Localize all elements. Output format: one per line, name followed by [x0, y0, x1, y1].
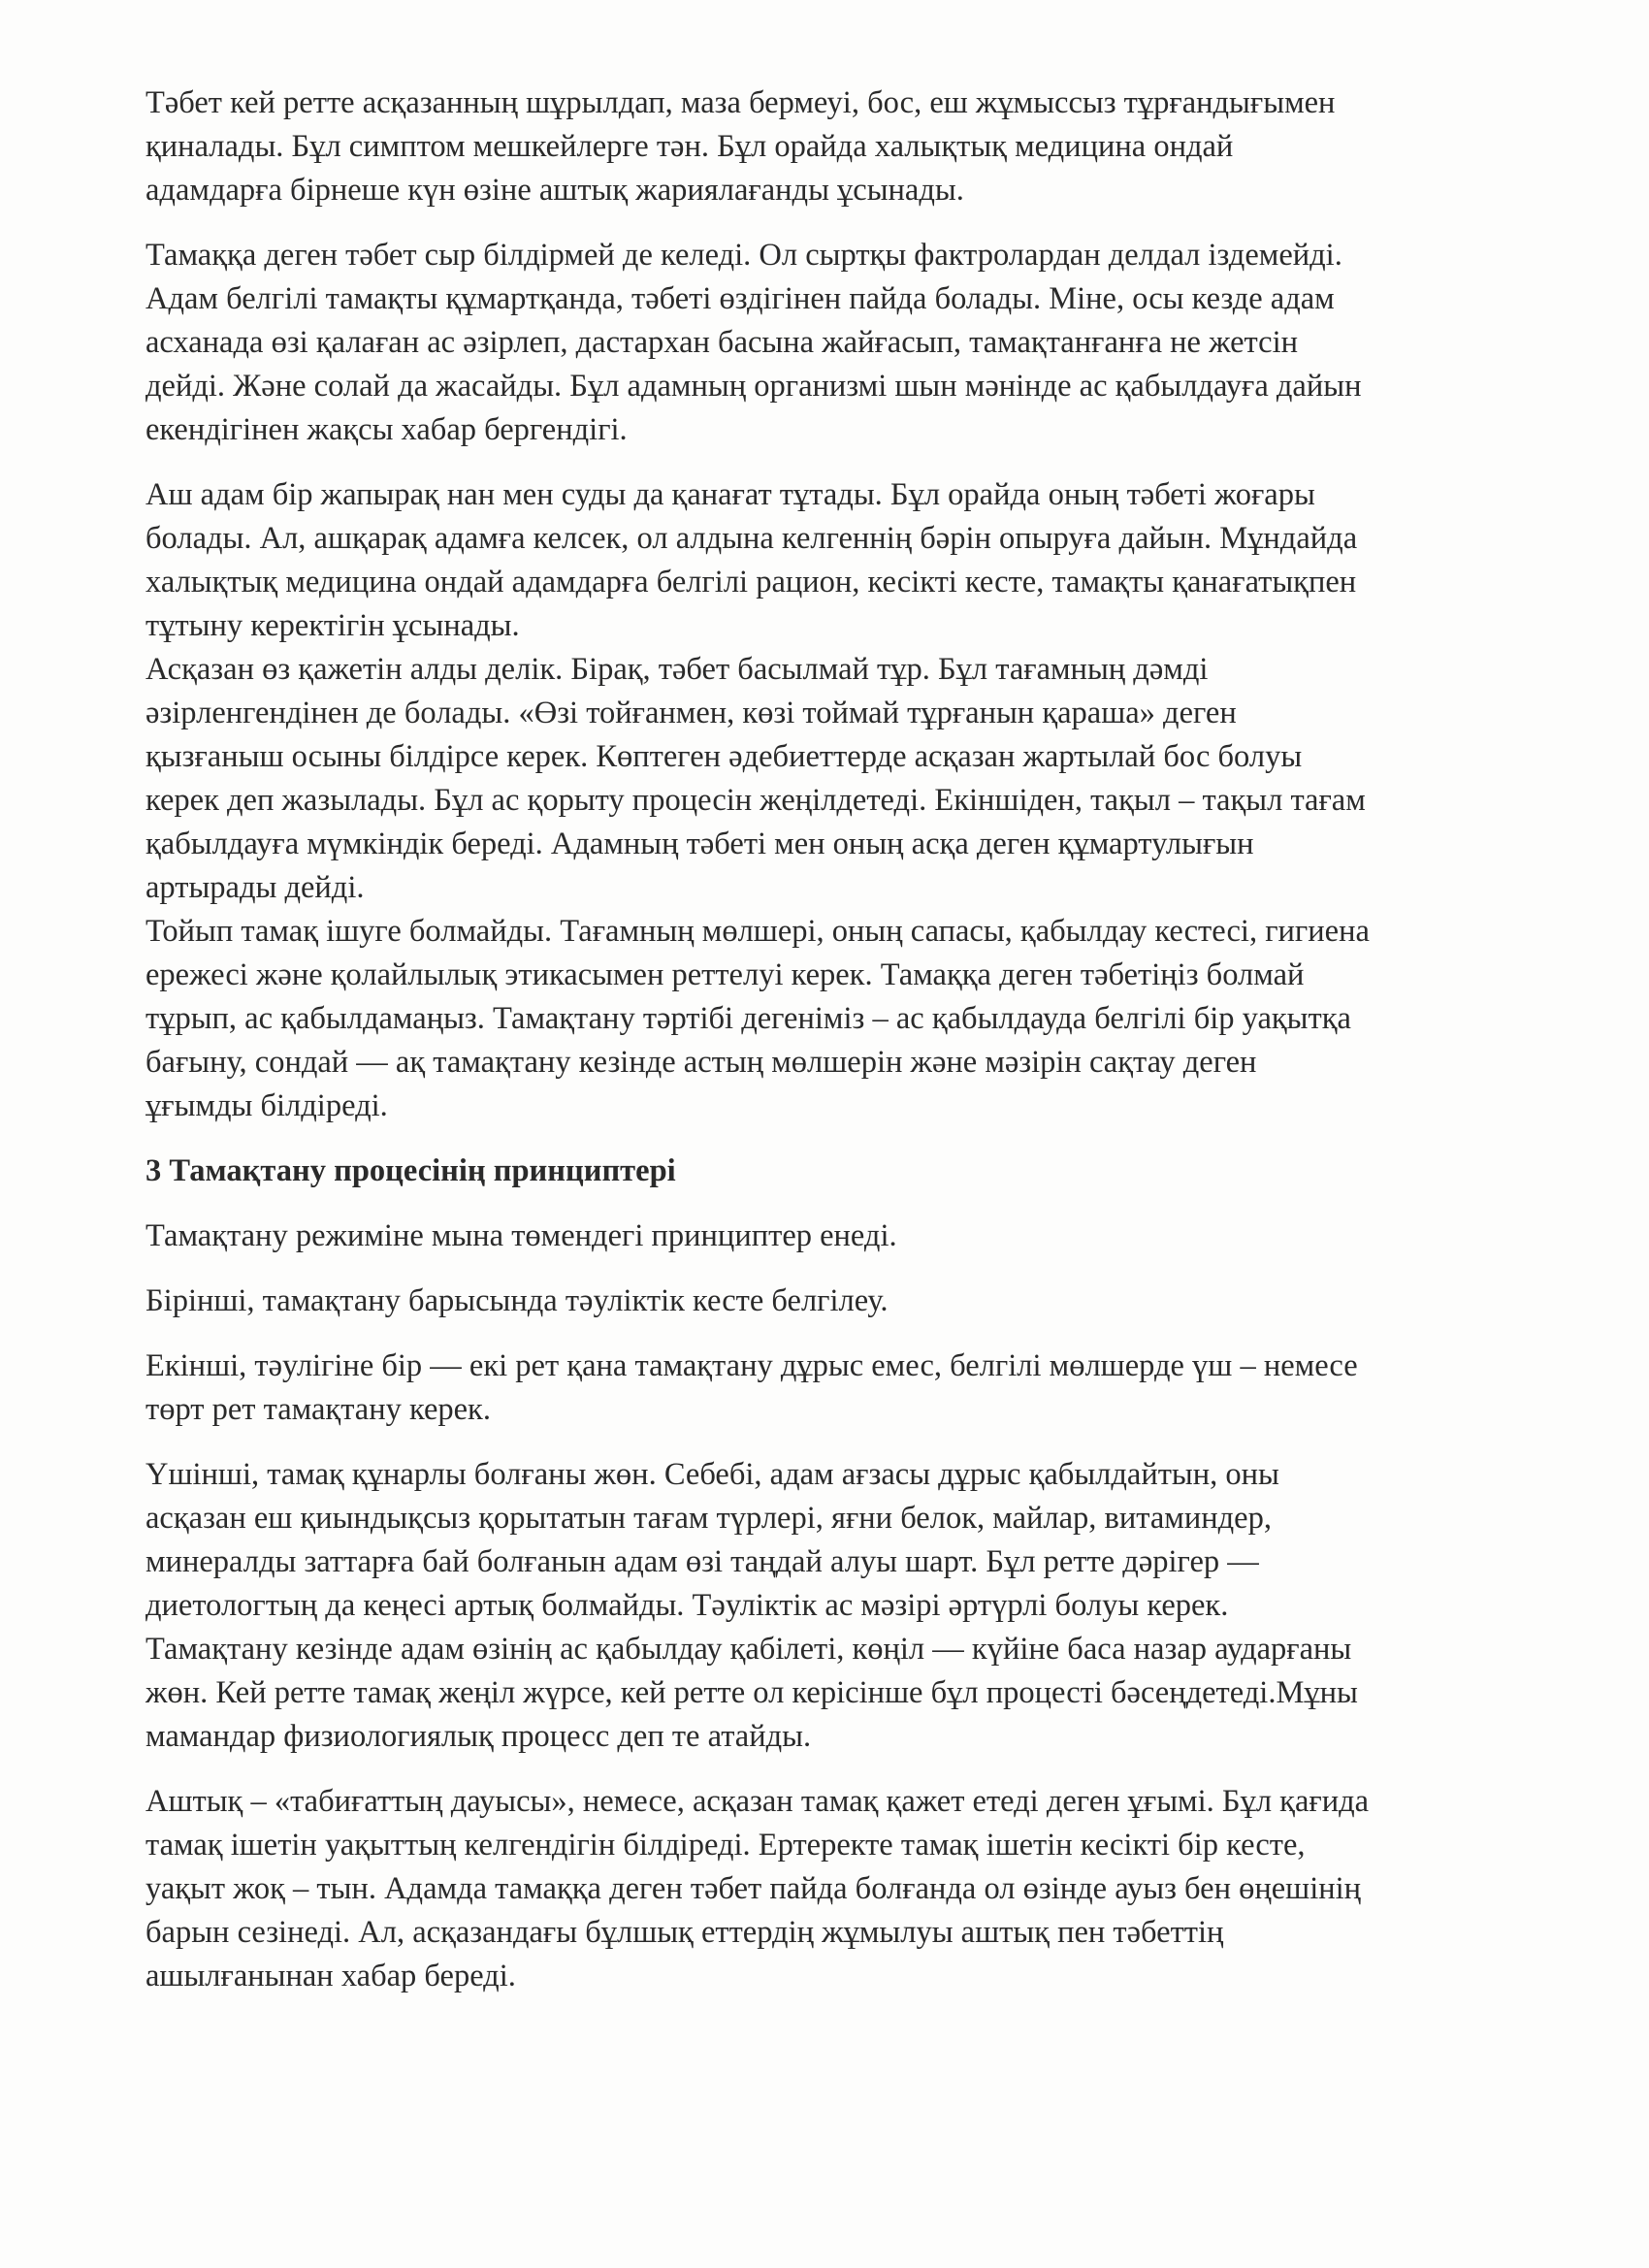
text-line: Тамақтану кезінде адам өзінің ас қабылдау қабілеті, көңіл — күйіне баса назар аударғаны: [146, 1632, 1352, 1667]
text-line: Екінші, тәулігіне бір — екі рет қана тамақтану дұрыс емес, белгілі мөлшерде үш – немесе: [146, 1348, 1358, 1383]
text-line: екендігінен жақсы хабар бергендігі.: [146, 412, 628, 447]
text-line: адамдарға бірнеше күн өзіне аштық жариялағанды ұсынады.: [146, 173, 964, 208]
text-line: төрт рет тамақтану керек.: [146, 1392, 491, 1427]
text-line: асқазан еш қиындықсыз қорытатын тағам түрлері, яғни белок, майлар, витаминдер,: [146, 1501, 1272, 1536]
text-line: Тамаққа деген тәбет сыр білдірмей де келеді. Ол сыртқы фактролардан делдал іздемейді.: [146, 238, 1342, 273]
text-line: тамақ ішетін уақыттың келгендігін білдіреді. Ертеректе тамақ ішетін кесікті бір кесте,: [146, 1828, 1306, 1863]
text-line: тұтыну керектігін ұсынады.: [146, 608, 520, 643]
text-line: Үшінші, тамақ құнарлы болғаны жөн. Себебі, адам ағзасы дұрыс қабылдайтын, оны: [146, 1457, 1279, 1492]
text-line: халықтық медицина ондай адамдарға белгілі рацион, кесікті кесте, тамақты қанағатықпен: [146, 565, 1357, 599]
text-line: ашылғанынан хабар береді.: [146, 1959, 516, 1993]
text-line: қиналады. Бұл симптом мешкейлерге тән. Бұл орайда халықтық медицина ондай: [146, 129, 1234, 164]
text-line: Бірінші, тамақтану барысында тәуліктік кесте белгілеу.: [146, 1283, 889, 1318]
text-line: қызғаныш осыны білдірсе керек. Көптеген әдебиеттерде асқазан жартылай бос болуы: [146, 739, 1303, 774]
text-line: болады. Ал, ашқарақ адамға келсек, ол алдына келгеннің бәрін опыруға дайын. Мұндайда: [146, 521, 1358, 556]
text-line: бағыну, сондай — ақ тамақтану кезінде астың мөлшерін және мәзірін сақтау деген: [146, 1045, 1257, 1080]
text-line: барын сезінеді. Ал, асқазандағы бұлшық еттердің жұмылуы аштық пен тәбеттің: [146, 1915, 1224, 1950]
text-line: қабылдауға мүмкіндік береді. Адамның тәбеті мен оның асқа деген құмартулығын: [146, 826, 1254, 861]
text-line: әзірленгендінен де болады. «Өзі тойғанмен, көзі тоймай тұрғанын қараша» деген: [146, 696, 1237, 730]
text-line: дейді. Және солай да жасайды. Бұл адамның организмі шын мәнінде ас қабылдауға дайын: [146, 369, 1362, 404]
text-line: Тойып тамақ ішуге болмайды. Тағамның мөлшері, оның сапасы, қабылдау кестесі, гигиена: [146, 914, 1370, 949]
paragraph-hunger-and-eating: [146, 473, 1610, 1128]
text-line: минералды заттарға бай болғанын адам өзі таңдай алуы шарт. Бұл ретте дәрігер —: [146, 1544, 1259, 1579]
text-line: диетологтың да кеңесі артық болмайды. Тәуліктік ас мәзірі әртүрлі болуы керек.: [146, 1588, 1229, 1623]
text-line: ұғымды білдіреді.: [146, 1088, 388, 1123]
paragraph-appetite-symptom: [146, 81, 1610, 212]
text-line: Тәбет кей ретте асқазанның шұрылдап, маза бермеуі, бос, еш жұмыссыз тұрғандығымен: [146, 85, 1336, 120]
text-line: тұрып, ас қабылдамаңыз. Тамақтану тәртібі дегеніміз – ас қабылдауда белгілі бір уақытқа: [146, 1001, 1351, 1036]
text-line: артырады дейді.: [146, 870, 365, 905]
paragraph-principle-second: [146, 1345, 1610, 1432]
section-heading: 3 Тамақтану процесінің принциптері: [146, 1153, 676, 1188]
paragraph-hunger-nature: [146, 1780, 1610, 1998]
text-line: мамандар физиологиялық процесс деп те атайды.: [146, 1719, 812, 1754]
text-line: Аш адам бір жапырақ нан мен суды да қанағат тұтады. Бұл орайда оның тәбеті жоғары: [146, 477, 1315, 512]
text-line: ережесі және қолайлылық этикасымен реттелуі керек. Тамаққа деген тәбетіңіз болмай: [146, 957, 1305, 992]
paragraph-principle-first: [146, 1280, 1610, 1323]
text-line: керек деп жазылады. Бұл ас қорыту процесін жеңілдетеді. Екіншіден, тақыл – тақыл тағам: [146, 783, 1366, 818]
text-line: Асқазан өз қажетін алды делік. Бірақ, тәбет басылмай тұр. Бұл тағамның дәмді: [146, 652, 1209, 687]
text-line: Адам белгілі тамақты құмартқанда, тәбеті өздігінен пайда болады. Міне, осы кезде адам: [146, 281, 1335, 316]
text-line: Аштық – «табиғаттың дауысы», немесе, асқазан тамақ қажет етеді деген ұғымі. Бұл қағида: [146, 1784, 1370, 1819]
paragraph-principle-third: [146, 1453, 1610, 1759]
text-line: Тамақтану режиміне мына төмендегі принциптер енеді.: [146, 1218, 897, 1253]
text-line: асханада өзі қалаған ас әзірлеп, дастархан басына жайғасып, тамақтанғанға не жетсін: [146, 325, 1298, 360]
text-line: уақыт жоқ – тын. Адамда тамаққа деген тәбет пайда болғанда ол өзінде ауыз бен өңешінің: [146, 1871, 1362, 1906]
text-line: жөн. Кей ретте тамақ жеңіл жүрсе, кей ретте ол керісінше бұл процесті бәсеңдетеді.Мұны: [146, 1675, 1358, 1710]
paragraph-appetite-natural: [146, 234, 1610, 452]
paragraph-principles-intro: [146, 1215, 1610, 1258]
document-body: [146, 81, 1610, 2020]
